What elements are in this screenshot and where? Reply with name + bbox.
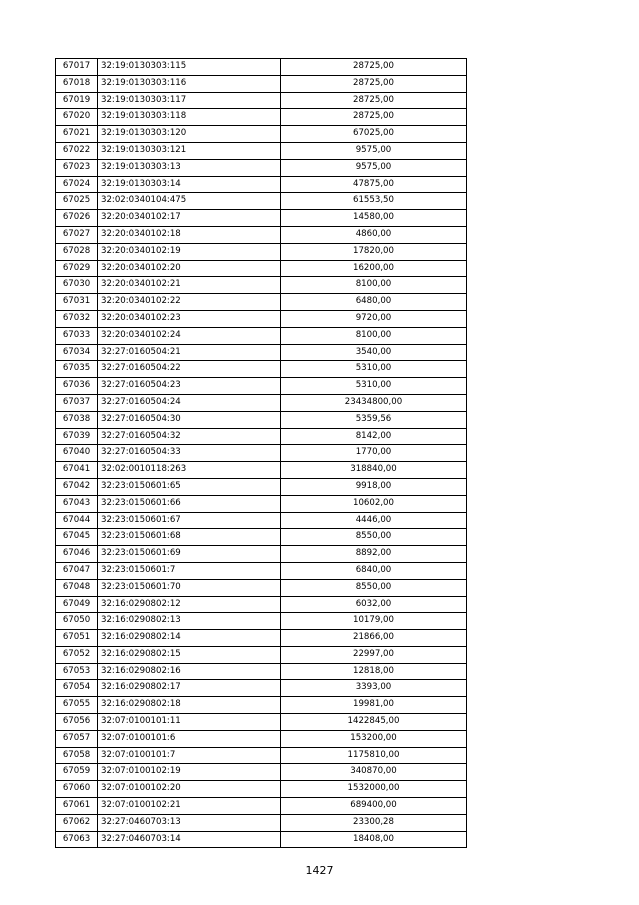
table-row (56, 294, 467, 311)
row-id-cell: 67018 (56, 75, 98, 92)
value-cell: 4446,00 (281, 512, 467, 529)
row-id-cell: 67058 (56, 747, 98, 764)
table-row (56, 613, 467, 630)
table-row (56, 361, 467, 378)
value-cell: 4860,00 (281, 226, 467, 243)
table-row (56, 59, 467, 76)
cadastral-number-cell: 32:02:0340104:475 (98, 193, 281, 210)
table-row (56, 159, 467, 176)
row-id-cell: 67035 (56, 361, 98, 378)
table-row (56, 562, 467, 579)
row-id-cell: 67028 (56, 243, 98, 260)
cadastral-number-cell: 32:27:0160504:24 (98, 394, 281, 411)
value-cell: 6032,00 (281, 596, 467, 613)
row-id-cell: 67041 (56, 462, 98, 479)
value-cell: 8892,00 (281, 546, 467, 563)
cadastral-number-cell: 32:19:0130303:120 (98, 126, 281, 143)
table-row (56, 478, 467, 495)
page-number: 1427 (305, 864, 334, 877)
row-id-cell: 67044 (56, 512, 98, 529)
row-id-cell: 67037 (56, 394, 98, 411)
cadastral-number-cell: 32:07:0100101:11 (98, 714, 281, 731)
cadastral-number-cell: 32:07:0100102:21 (98, 798, 281, 815)
table-row (56, 126, 467, 143)
table-row (56, 697, 467, 714)
cadastral-number-cell: 32:07:0100101:6 (98, 730, 281, 747)
table-row (56, 663, 467, 680)
cadastral-number-cell: 32:16:0290802:12 (98, 596, 281, 613)
row-id-cell: 67019 (56, 92, 98, 109)
cadastral-number-cell: 32:19:0130303:116 (98, 75, 281, 92)
cadastral-number-cell: 32:19:0130303:115 (98, 59, 281, 76)
row-id-cell: 67054 (56, 680, 98, 697)
row-id-cell: 67043 (56, 495, 98, 512)
row-id-cell: 67062 (56, 814, 98, 831)
table-row (56, 462, 467, 479)
cadastral-number-cell: 32:19:0130303:121 (98, 142, 281, 159)
value-cell: 14580,00 (281, 210, 467, 227)
row-id-cell: 67022 (56, 142, 98, 159)
value-cell: 23300,28 (281, 814, 467, 831)
cadastral-number-cell: 32:23:0150601:66 (98, 495, 281, 512)
cadastral-number-cell: 32:23:0150601:65 (98, 478, 281, 495)
row-id-cell: 67045 (56, 529, 98, 546)
value-cell: 340870,00 (281, 764, 467, 781)
row-id-cell: 67042 (56, 478, 98, 495)
value-cell: 9575,00 (281, 159, 467, 176)
value-cell: 689400,00 (281, 798, 467, 815)
value-cell: 28725,00 (281, 109, 467, 126)
row-id-cell: 67048 (56, 579, 98, 596)
table-row (56, 730, 467, 747)
row-id-cell: 67051 (56, 630, 98, 647)
row-id-cell: 67023 (56, 159, 98, 176)
table-row (56, 445, 467, 462)
cadastral-number-cell: 32:23:0150601:68 (98, 529, 281, 546)
table-row (56, 260, 467, 277)
cadastral-number-cell: 32:07:0100102:19 (98, 764, 281, 781)
table-row (56, 226, 467, 243)
table-row (56, 814, 467, 831)
value-cell: 28725,00 (281, 75, 467, 92)
cadastral-number-cell: 32:20:0340102:21 (98, 277, 281, 294)
cadastral-number-cell: 32:16:0290802:15 (98, 646, 281, 663)
value-cell: 10179,00 (281, 613, 467, 630)
table-row (56, 529, 467, 546)
value-cell: 9720,00 (281, 310, 467, 327)
value-cell: 23434800,00 (281, 394, 467, 411)
row-id-cell: 67038 (56, 411, 98, 428)
row-id-cell: 67049 (56, 596, 98, 613)
cadastral-number-cell: 32:19:0130303:14 (98, 176, 281, 193)
table-row (56, 176, 467, 193)
table-row (56, 781, 467, 798)
table-row (56, 630, 467, 647)
cadastral-number-cell: 32:27:0160504:21 (98, 344, 281, 361)
value-cell: 6840,00 (281, 562, 467, 579)
row-id-cell: 67040 (56, 445, 98, 462)
row-id-cell: 67030 (56, 277, 98, 294)
table-row (56, 596, 467, 613)
value-cell: 47875,00 (281, 176, 467, 193)
cadastral-number-cell: 32:20:0340102:18 (98, 226, 281, 243)
row-id-cell: 67056 (56, 714, 98, 731)
value-cell: 5310,00 (281, 378, 467, 395)
table-row (56, 142, 467, 159)
value-cell: 9918,00 (281, 478, 467, 495)
row-id-cell: 67025 (56, 193, 98, 210)
value-cell: 19981,00 (281, 697, 467, 714)
table-row (56, 109, 467, 126)
cadastral-number-cell: 32:02:0010118:263 (98, 462, 281, 479)
table-row (56, 243, 467, 260)
cadastral-number-cell: 32:23:0150601:7 (98, 562, 281, 579)
table-row (56, 579, 467, 596)
value-cell: 1532000,00 (281, 781, 467, 798)
value-cell: 8550,00 (281, 579, 467, 596)
value-cell: 1175810,00 (281, 747, 467, 764)
cadastral-number-cell: 32:27:0160504:30 (98, 411, 281, 428)
value-cell: 3393,00 (281, 680, 467, 697)
value-cell: 28725,00 (281, 92, 467, 109)
row-id-cell: 67052 (56, 646, 98, 663)
cadastral-number-cell: 32:19:0130303:117 (98, 92, 281, 109)
value-cell: 61553,50 (281, 193, 467, 210)
value-cell: 21866,00 (281, 630, 467, 647)
value-cell: 5359,56 (281, 411, 467, 428)
cadastral-number-cell: 32:27:0160504:33 (98, 445, 281, 462)
value-cell: 8550,00 (281, 529, 467, 546)
cadastral-number-cell: 32:19:0130303:118 (98, 109, 281, 126)
cadastral-number-cell: 32:27:0160504:23 (98, 378, 281, 395)
cadastral-number-cell: 32:20:0340102:23 (98, 310, 281, 327)
cadastral-number-cell: 32:07:0100101:7 (98, 747, 281, 764)
value-cell: 17820,00 (281, 243, 467, 260)
cadastral-number-cell: 32:23:0150601:70 (98, 579, 281, 596)
table-row (56, 193, 467, 210)
value-cell: 18408,00 (281, 831, 467, 848)
value-cell: 8142,00 (281, 428, 467, 445)
row-id-cell: 67031 (56, 294, 98, 311)
table-row (56, 378, 467, 395)
row-id-cell: 67017 (56, 59, 98, 76)
cadastral-number-cell: 32:16:0290802:13 (98, 613, 281, 630)
table-row (56, 310, 467, 327)
row-id-cell: 67027 (56, 226, 98, 243)
table-row (56, 680, 467, 697)
row-id-cell: 67039 (56, 428, 98, 445)
table-row (56, 495, 467, 512)
row-id-cell: 67055 (56, 697, 98, 714)
row-id-cell: 67033 (56, 327, 98, 344)
row-id-cell: 67024 (56, 176, 98, 193)
cadastral-number-cell: 32:16:0290802:14 (98, 630, 281, 647)
cadastral-number-cell: 32:16:0290802:18 (98, 697, 281, 714)
row-id-cell: 67057 (56, 730, 98, 747)
cadastral-number-cell: 32:16:0290802:17 (98, 680, 281, 697)
value-cell: 67025,00 (281, 126, 467, 143)
row-id-cell: 67026 (56, 210, 98, 227)
row-id-cell: 67059 (56, 764, 98, 781)
table-row (56, 344, 467, 361)
value-cell: 10602,00 (281, 495, 467, 512)
table-row (56, 394, 467, 411)
row-id-cell: 67046 (56, 546, 98, 563)
cadastral-number-cell: 32:19:0130303:13 (98, 159, 281, 176)
cadastral-number-cell: 32:27:0460703:13 (98, 814, 281, 831)
cadastral-number-cell: 32:20:0340102:19 (98, 243, 281, 260)
table-row (56, 747, 467, 764)
cadastral-number-cell: 32:16:0290802:16 (98, 663, 281, 680)
value-cell: 318840,00 (281, 462, 467, 479)
value-cell: 1422845,00 (281, 714, 467, 731)
row-id-cell: 67063 (56, 831, 98, 848)
table-row (56, 764, 467, 781)
value-cell: 3540,00 (281, 344, 467, 361)
row-id-cell: 67029 (56, 260, 98, 277)
value-cell: 22997,00 (281, 646, 467, 663)
row-id-cell: 67053 (56, 663, 98, 680)
table-row (56, 210, 467, 227)
cadastral-number-cell: 32:27:0160504:32 (98, 428, 281, 445)
row-id-cell: 67021 (56, 126, 98, 143)
value-cell: 8100,00 (281, 327, 467, 344)
table-row (56, 92, 467, 109)
cadastral-number-cell: 32:20:0340102:22 (98, 294, 281, 311)
value-cell: 6480,00 (281, 294, 467, 311)
cadastral-number-cell: 32:20:0340102:20 (98, 260, 281, 277)
value-cell: 153200,00 (281, 730, 467, 747)
table-row (56, 512, 467, 529)
row-id-cell: 67020 (56, 109, 98, 126)
cadastral-number-cell: 32:27:0460703:14 (98, 831, 281, 848)
table-row (56, 411, 467, 428)
cadastral-number-cell: 32:20:0340102:17 (98, 210, 281, 227)
table-row (56, 798, 467, 815)
table-row (56, 646, 467, 663)
table-body (56, 59, 467, 848)
row-id-cell: 67034 (56, 344, 98, 361)
cadastral-number-cell: 32:27:0160504:22 (98, 361, 281, 378)
row-id-cell: 67050 (56, 613, 98, 630)
cadastral-number-cell: 32:23:0150601:69 (98, 546, 281, 563)
cadastral-value-table (55, 58, 467, 848)
table-row (56, 75, 467, 92)
table-row (56, 831, 467, 848)
row-id-cell: 67032 (56, 310, 98, 327)
table-row (56, 327, 467, 344)
row-id-cell: 67060 (56, 781, 98, 798)
value-cell: 12818,00 (281, 663, 467, 680)
value-cell: 16200,00 (281, 260, 467, 277)
table-row (56, 277, 467, 294)
row-id-cell: 67061 (56, 798, 98, 815)
cadastral-number-cell: 32:23:0150601:67 (98, 512, 281, 529)
value-cell: 8100,00 (281, 277, 467, 294)
row-id-cell: 67036 (56, 378, 98, 395)
cadastral-number-cell: 32:07:0100102:20 (98, 781, 281, 798)
value-cell: 1770,00 (281, 445, 467, 462)
table-row (56, 546, 467, 563)
cadastral-number-cell: 32:20:0340102:24 (98, 327, 281, 344)
value-cell: 5310,00 (281, 361, 467, 378)
row-id-cell: 67047 (56, 562, 98, 579)
table-row (56, 428, 467, 445)
table-row (56, 714, 467, 731)
value-cell: 28725,00 (281, 59, 467, 76)
value-cell: 9575,00 (281, 142, 467, 159)
